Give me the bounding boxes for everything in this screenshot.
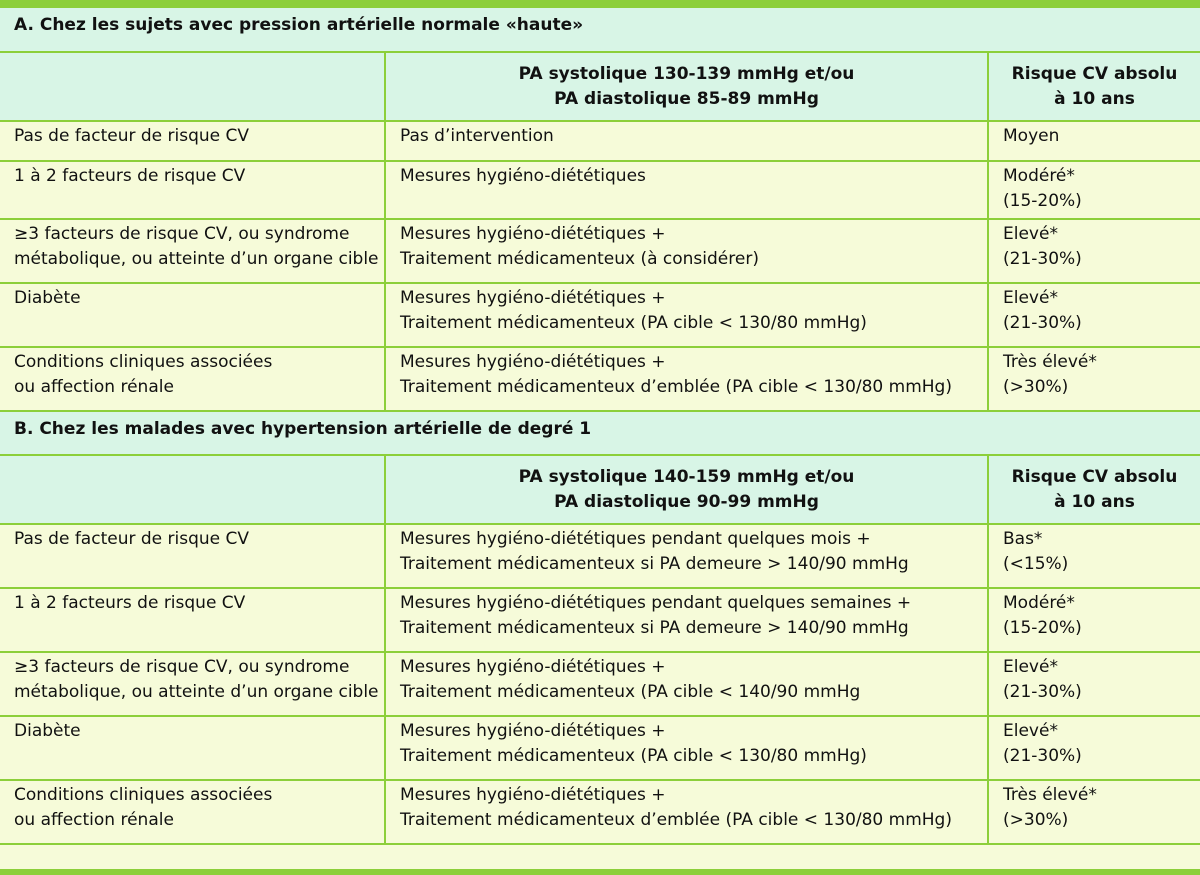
factor-cell (0, 716, 385, 780)
risk-cell (988, 716, 1200, 780)
cell-text: Traitement médicamenteux (à considérer) (400, 249, 759, 269)
table-row (0, 588, 1200, 652)
cell-text: (>30%) (1003, 377, 1069, 397)
factor-cell (0, 219, 385, 283)
risk-cell (988, 219, 1200, 283)
cell-text: Traitement médicamenteux (PA cible < 130/80 mmHg) (400, 746, 867, 766)
cell-text: (21-30%) (1003, 249, 1082, 269)
risk-cell (988, 161, 1200, 219)
cell-text: Bas* (1003, 529, 1043, 549)
factor-cell (0, 283, 385, 347)
table-row (0, 716, 1200, 780)
cell-text: (>30%) (1003, 810, 1069, 830)
cell-text: Diabète (14, 288, 81, 308)
cell-text: (<15%) (1003, 554, 1069, 574)
cell-text: Mesures hygiéno-diététiques (400, 166, 646, 186)
factor-cell (0, 780, 385, 844)
risk-header-line-2: à 10 ans (1054, 491, 1135, 512)
factor-cell (0, 652, 385, 716)
cell-text: Elevé* (1003, 721, 1058, 741)
factor-column-header (0, 455, 385, 524)
cell-text: 1 à 2 facteurs de risque CV (14, 166, 246, 186)
cell-text: Conditions cliniques associées (14, 352, 273, 372)
cell-text: ou affection rénale (14, 810, 174, 830)
cell-text: Pas de facteur de risque CV (14, 529, 250, 549)
cell-text: Modéré* (1003, 593, 1075, 613)
factor-cell (0, 347, 385, 411)
section-b-title: B. Chez les malades avec hypertension artérielle de degré 1 (0, 411, 1200, 455)
cell-text: Elevé* (1003, 657, 1058, 677)
cell-text: Conditions cliniques associées (14, 785, 273, 805)
cell-text: (21-30%) (1003, 682, 1082, 702)
cell-text: Mesures hygiéno-diététiques + (400, 352, 666, 372)
section-b-title-row (0, 411, 1200, 455)
table-row (0, 121, 1200, 161)
pa-header-line-1: PA systolique 140-159 mmHg et/ou (518, 466, 855, 487)
cell-text: Pas d’intervention (400, 126, 554, 146)
cell-text: 1 à 2 facteurs de risque CV (14, 593, 246, 613)
recommendations-table (0, 8, 1200, 845)
treatment-cell (385, 716, 988, 780)
table-row (0, 780, 1200, 844)
factor-cell (0, 161, 385, 219)
cell-text: Mesures hygiéno-diététiques + (400, 657, 666, 677)
pa-column-header (385, 52, 988, 121)
section-a-title-row (0, 8, 1200, 52)
cell-text: Traitement médicamenteux (PA cible < 130/80 mmHg) (400, 313, 867, 333)
cell-text: Très élevé* (1003, 785, 1097, 805)
cell-text: (15-20%) (1003, 191, 1082, 211)
cell-text: Elevé* (1003, 288, 1058, 308)
risk-cell (988, 652, 1200, 716)
cell-text: (15-20%) (1003, 618, 1082, 638)
cell-text: Mesures hygiéno-diététiques + (400, 721, 666, 741)
cell-text: Traitement médicamenteux (PA cible < 140/90 mmHg (400, 682, 861, 702)
risk-header-line-2: à 10 ans (1054, 88, 1135, 109)
table-row (0, 161, 1200, 219)
risk-cell (988, 780, 1200, 844)
risk-header-line-1: Risque CV absolu (1011, 466, 1178, 487)
cell-text: Mesures hygiéno-diététiques pendant quelques semaines + (400, 593, 912, 613)
risk-cell (988, 347, 1200, 411)
risk-cell (988, 283, 1200, 347)
pa-header-line-2: PA diastolique 90-99 mmHg (554, 491, 819, 512)
treatment-cell (385, 219, 988, 283)
cell-text: ≥3 facteurs de risque CV, ou syndrome (14, 657, 350, 677)
cell-text: (21-30%) (1003, 746, 1082, 766)
section-a-title: A. Chez les sujets avec pression artérielle normale «haute» (0, 8, 1200, 52)
risk-cell (988, 121, 1200, 161)
treatment-cell (385, 780, 988, 844)
risk-cell (988, 524, 1200, 588)
section-b-column-header (0, 455, 1200, 524)
cell-text: Elevé* (1003, 224, 1058, 244)
table-row (0, 652, 1200, 716)
table-row (0, 283, 1200, 347)
treatment-cell (385, 588, 988, 652)
cell-text: métabolique, ou atteinte d’un organe cible (14, 682, 379, 702)
risk-cell (988, 588, 1200, 652)
section-a-column-header (0, 52, 1200, 121)
cell-text: (21-30%) (1003, 313, 1082, 333)
pa-column-header (385, 455, 988, 524)
risk-header-line-1: Risque CV absolu (1011, 63, 1178, 84)
cell-text: Traitement médicamenteux si PA demeure > 140/90 mmHg (400, 618, 909, 638)
cell-text: Modéré* (1003, 166, 1075, 186)
factor-cell (0, 121, 385, 161)
risk-column-header (988, 52, 1200, 121)
cell-text: Traitement médicamenteux si PA demeure > 140/90 mmHg (400, 554, 909, 574)
table-row (0, 524, 1200, 588)
cell-text: Moyen (1003, 126, 1060, 146)
cell-text: métabolique, ou atteinte d’un organe cible (14, 249, 379, 269)
cell-text: Pas de facteur de risque CV (14, 126, 250, 146)
cell-text: Traitement médicamenteux d’emblée (PA cible < 130/80 mmHg) (400, 377, 952, 397)
treatment-cell (385, 347, 988, 411)
cell-text: Mesures hygiéno-diététiques pendant quelques mois + (400, 529, 871, 549)
risk-column-header (988, 455, 1200, 524)
cell-text: Mesures hygiéno-diététiques + (400, 224, 666, 244)
cell-text: ou affection rénale (14, 377, 174, 397)
treatment-cell (385, 161, 988, 219)
treatment-cell (385, 652, 988, 716)
table-row (0, 347, 1200, 411)
cell-text: Diabète (14, 721, 81, 741)
cell-text: ≥3 facteurs de risque CV, ou syndrome (14, 224, 350, 244)
factor-cell (0, 524, 385, 588)
pa-header-line-2: PA diastolique 85-89 mmHg (554, 88, 819, 109)
cell-text: Très élevé* (1003, 352, 1097, 372)
cell-text: Mesures hygiéno-diététiques + (400, 288, 666, 308)
table-row (0, 219, 1200, 283)
cell-text: Mesures hygiéno-diététiques + (400, 785, 666, 805)
treatment-cell (385, 524, 988, 588)
cell-text: Traitement médicamenteux d’emblée (PA cible < 130/80 mmHg) (400, 810, 952, 830)
factor-column-header (0, 52, 385, 121)
factor-cell (0, 588, 385, 652)
treatment-cell (385, 121, 988, 161)
pa-header-line-1: PA systolique 130-139 mmHg et/ou (518, 63, 855, 84)
treatment-cell (385, 283, 988, 347)
